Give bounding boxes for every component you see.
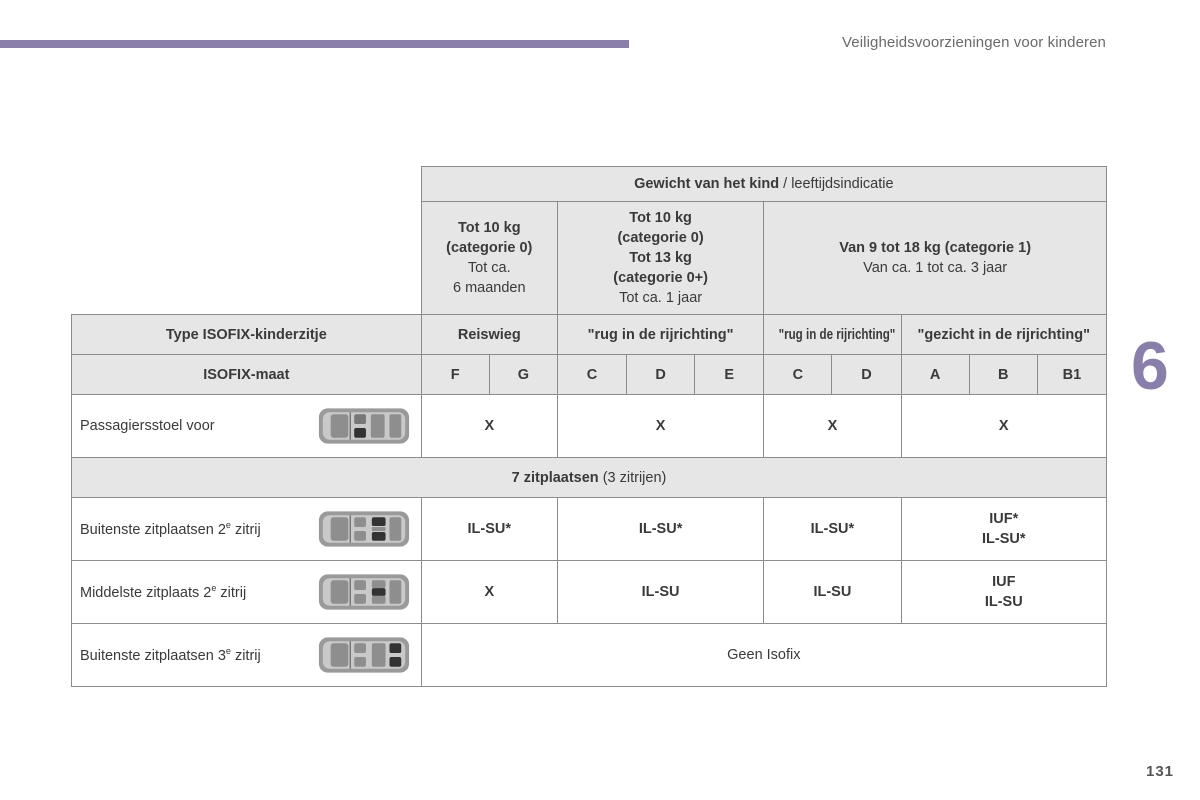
passenger-seat-row-label: Passagiersstoel voor (72, 395, 422, 458)
size-label: ISOFIX-maat (72, 355, 422, 395)
size-cell: D (832, 355, 901, 395)
type-rear-facing-1: "rug in de rijrichting" (764, 315, 901, 355)
size-cell: F (421, 355, 489, 395)
empty-corner (72, 167, 422, 315)
second-row-middle-label: Middelste zitplaats 2e zitrij (72, 561, 422, 624)
size-cell: G (489, 355, 557, 395)
row2-outer-forward-cell: IUF* IL-SU* (901, 498, 1106, 561)
car-front-passenger-seat-icon (315, 402, 413, 450)
size-cell: C (557, 355, 626, 395)
size-cell: D (627, 355, 695, 395)
third-row-outer-label: Buitenste zitplaatsen 3e zitrij (72, 624, 422, 687)
row2-outer-value-cell: IL-SU* (764, 498, 901, 561)
type-forward-facing: "gezicht in de rijrichting" (901, 315, 1106, 355)
car-second-row-middle-seat-icon (315, 568, 413, 616)
size-cell: C (764, 355, 832, 395)
header-accent-bar (0, 40, 629, 48)
size-cell: B1 (1037, 355, 1106, 395)
section-title: Veiligheidsvoorzieningen voor kinderen (842, 34, 1106, 51)
weight-group-1: Van 9 tot 18 kg (categorie 1) Van ca. 1 tot ca. 3 jaar (764, 202, 1107, 315)
car-third-row-outer-seats-icon (315, 631, 413, 679)
size-cell: E (695, 355, 764, 395)
page-number: 131 (1146, 763, 1175, 780)
car-second-row-outer-seats-icon (315, 505, 413, 553)
size-cell: B (969, 355, 1037, 395)
passenger-value-cell: X (557, 395, 763, 458)
row2-middle-forward-cell: IUF IL-SU (901, 561, 1106, 624)
row2-outer-value-cell: IL-SU* (557, 498, 763, 561)
second-row-outer-label: Buitenste zitplaatsen 2e zitrij (72, 498, 422, 561)
type-label: Type ISOFIX-kinderzitje (72, 315, 422, 355)
passenger-value-cell: X (764, 395, 901, 458)
row2-middle-value-cell: IL-SU (557, 561, 763, 624)
weight-header: Gewicht van het kind / leeftijdsindicatie (421, 167, 1106, 202)
passenger-value-cell: X (901, 395, 1106, 458)
passenger-value-cell: X (421, 395, 557, 458)
size-cell: A (901, 355, 969, 395)
type-reiswieg: Reiswieg (421, 315, 557, 355)
row2-outer-value-cell: IL-SU* (421, 498, 557, 561)
type-rear-facing-0plus: "rug in de rijrichting" (557, 315, 763, 355)
no-isofix-cell: Geen Isofix (421, 624, 1106, 687)
row2-middle-value-cell: IL-SU (764, 561, 901, 624)
weight-group-0: Tot 10 kg (categorie 0) Tot ca. 6 maanden (421, 202, 557, 315)
isofix-table (71, 166, 1107, 687)
row2-middle-value-cell: X (421, 561, 557, 624)
chapter-number: 6 (1131, 328, 1169, 404)
weight-group-0plus: Tot 10 kg (categorie 0) Tot 13 kg (categorie 0+) Tot ca. 1 jaar (557, 202, 763, 315)
seven-seats-section-row: 7 zitplaatsen (3 zitrijen) (72, 458, 1107, 498)
